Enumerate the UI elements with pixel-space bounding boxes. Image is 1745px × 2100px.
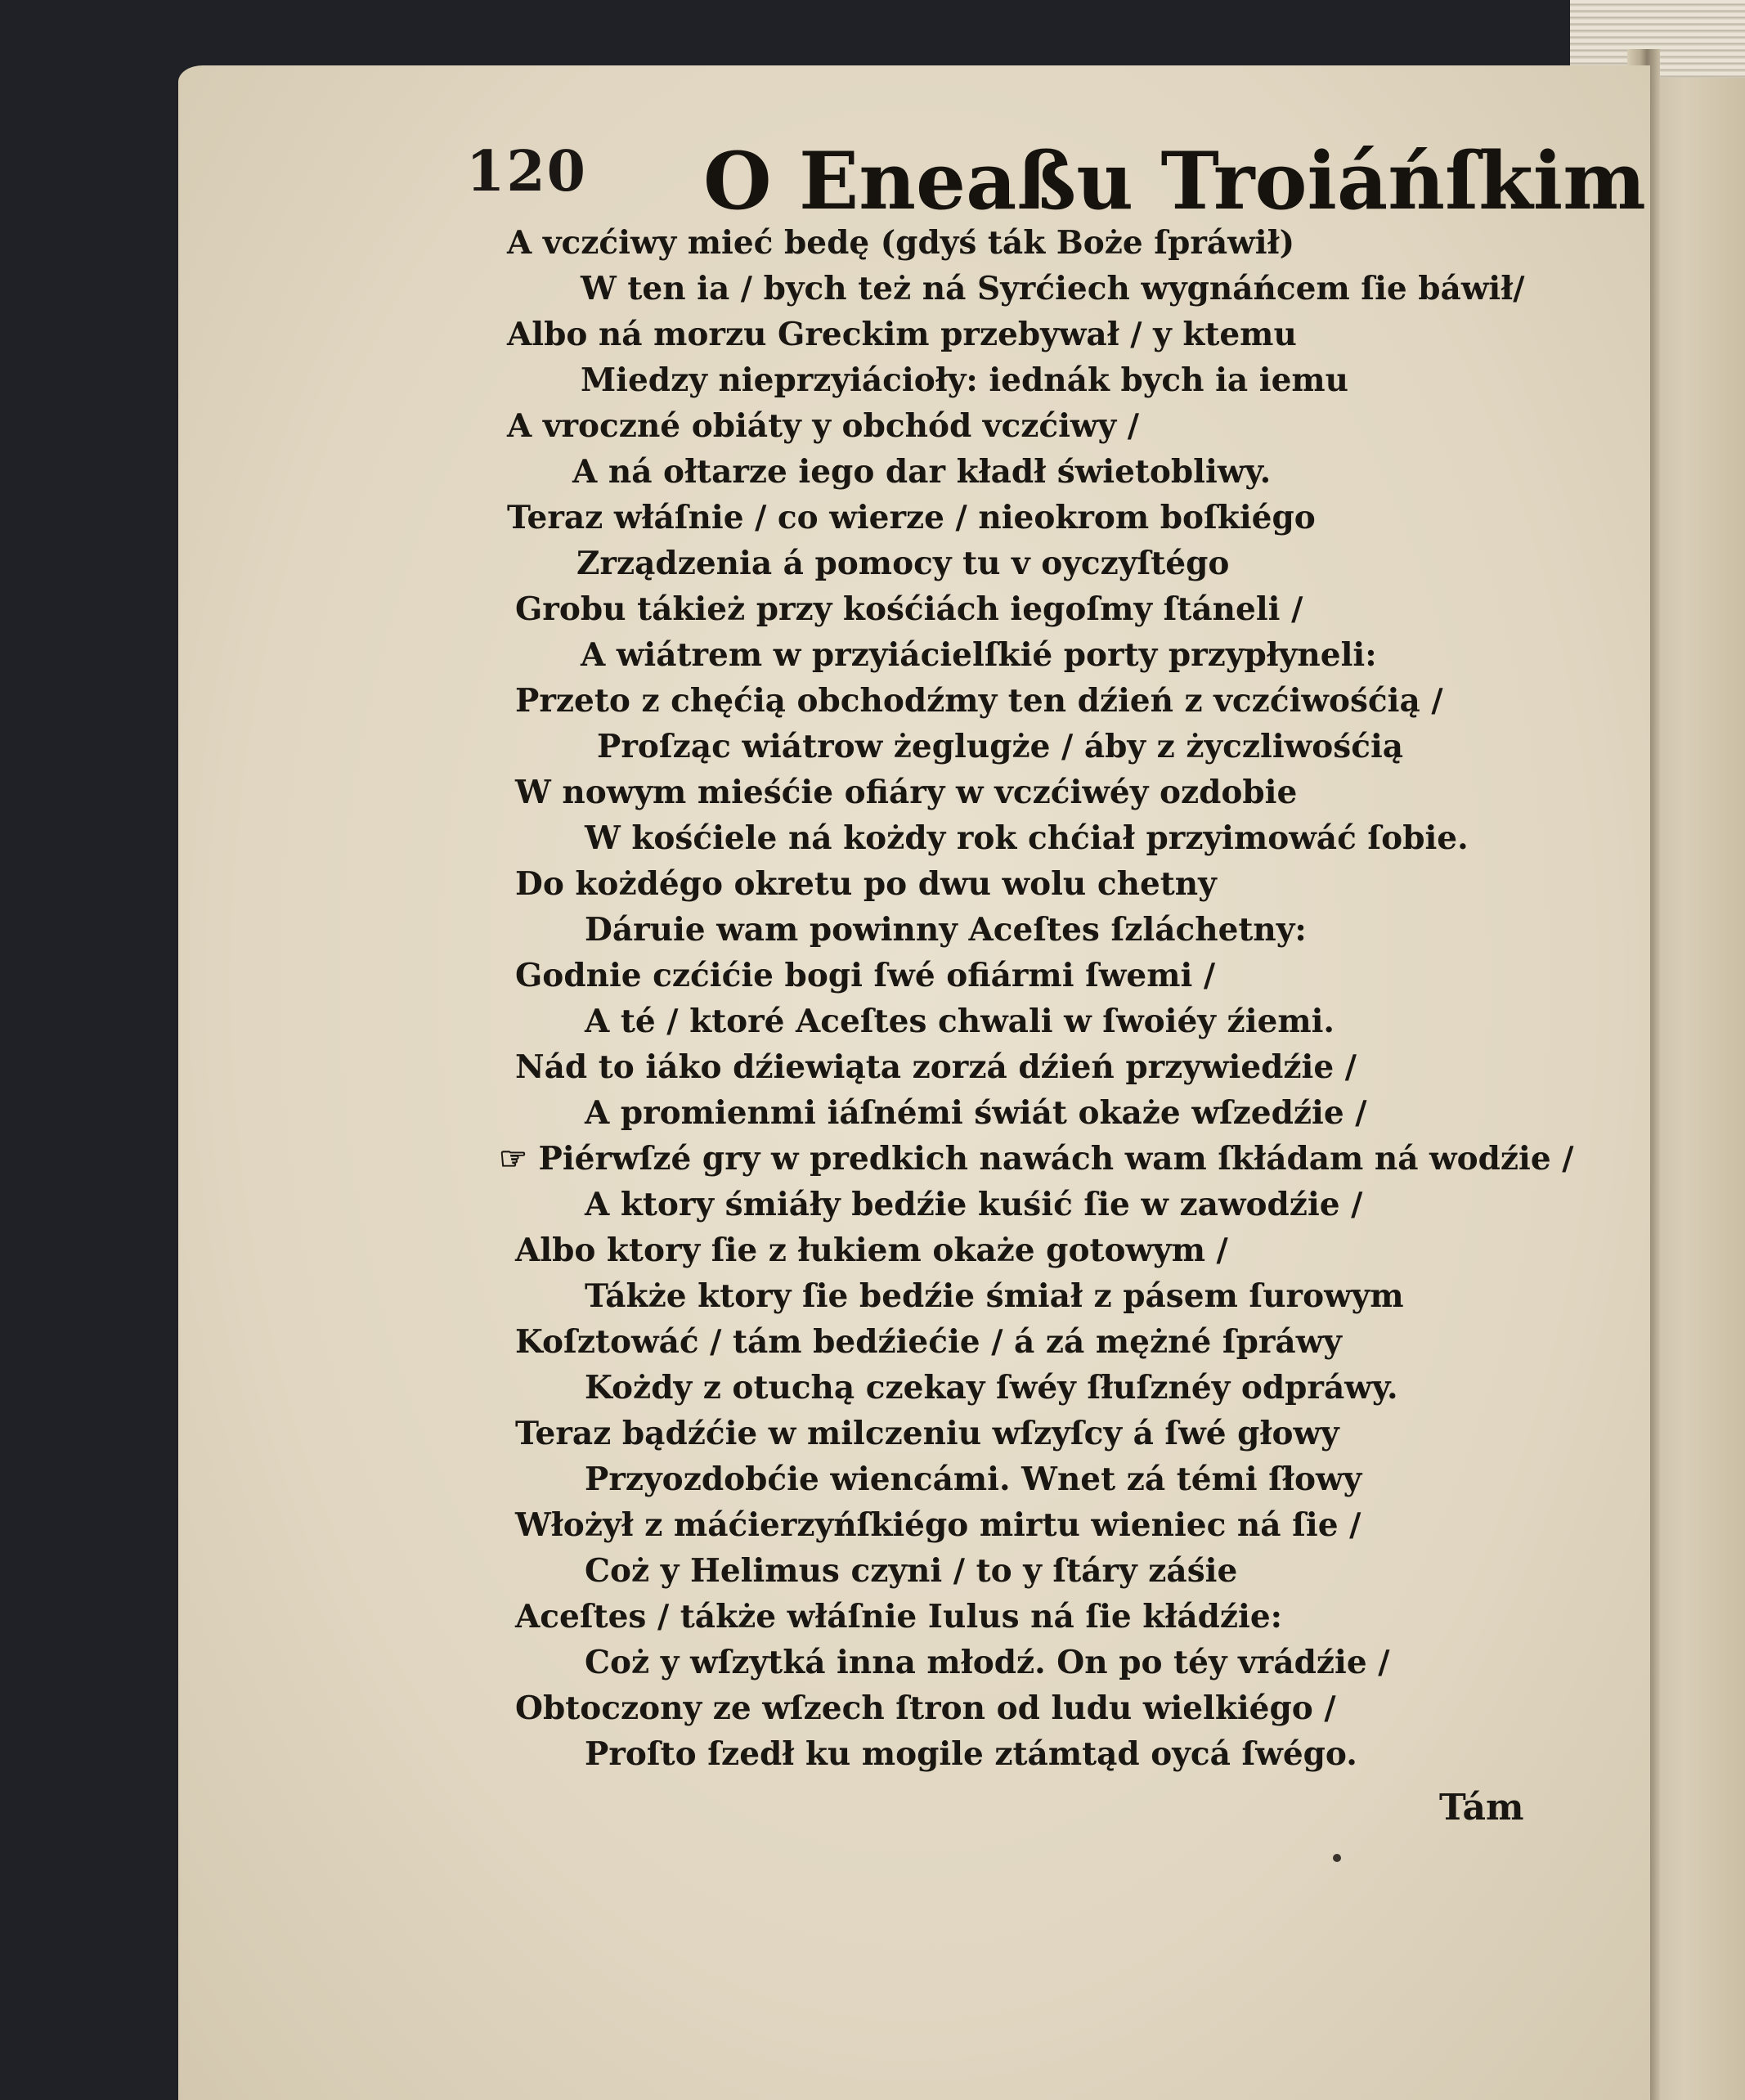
verse-line: Proſząc wiátrow żeglugże / áby z życzliwośćią [597,728,1404,765]
catchword: Tám [1439,1787,1524,1829]
verse-line: Koſztowáć / tám bedźiećie / á zá mężné ſpráwy [515,1323,1342,1361]
verse-line: Proſto ſzedł ku mogile ztámtąd oycá ſwégo. [585,1735,1357,1773]
verse-line: A vczćiwy mieć bedę (gdyś ták Boże ſpráwił) [507,224,1295,262]
verse-line: Włożył z máćierzyńſkiégo mirtu wieniec ná ſie / [515,1506,1361,1544]
verse-line: A promienmi iáſnémi świát okaże wſzedźie / [585,1094,1367,1132]
verse-line: Aceſtes / tákże włáſnie Iulus ná ſie kłádźie: [515,1598,1283,1636]
verse-line: Coż y wſzytká inna młodź. On po téy vrádźie / [585,1644,1390,1681]
verse-line: A ktory śmiáły bedźie kuśić ſie w zawodźie / [585,1186,1363,1223]
verse-line: W nowym mieśćie ofiáry w vczćiwéy ozdobie [515,774,1298,811]
verse-line: Do kożdégo okretu po dwu wolu chetny [515,865,1217,903]
verse-line: A té / ktoré Aceſtes chwali w ſwoiéy źiemi. [585,1003,1335,1040]
verse-line: Grobu tákież przy kośćiách iegoſmy ſtáneli / [515,590,1303,628]
verse-line: Albo ktory ſie z łukiem okaże gotowym / [515,1232,1228,1269]
verse-line: Zrządzenia á pomocy tu v oyczyſtégo [576,545,1230,582]
verse-line: Kożdy z otuchą czekay ſwéy ſłuſznéy odpráwy. [585,1369,1398,1407]
verse-line: Tákże ktory ſie bedźie śmiał z pásem ſurowym [585,1277,1404,1315]
verse-line: Przyozdobćie wiencámi. Wnet zá témi ſłowy [585,1461,1362,1498]
verse-line: W ten ia / bych też ná Syrćiech wygnáńcem ſie báwił/ [581,270,1525,307]
running-head: O Eneaßu Troiáńſkim [703,135,1646,227]
verse-line: Godnie czćićie bogi ſwé ofiármi ſwemi / [515,957,1216,994]
verse-line: Obtoczony ze wſzech ſtron od ludu wielkiégo / [515,1689,1336,1727]
verse-line: Dáruie wam powinny Aceſtes ſzláchetny: [585,911,1307,949]
verse-line: A ná ołtarze iego dar kładł świetobliwy. [572,453,1272,491]
verse-line: Nád to iáko dźiewiąta zorzá dźień przywiedźie / [515,1048,1357,1086]
verse-line: A wiátrem w przyiácielſkié porty przypłyneli: [581,636,1377,674]
verse-line: Coż y Helimus czyni / to y ſtáry záśie [585,1552,1238,1590]
verse-line: A vroczné obiáty y obchód vczćiwy / [507,407,1139,445]
verse-line: Teraz bądźćie w milczeniu wſzyſcy á ſwé głowy [515,1415,1339,1452]
page-number: 120 [466,139,587,204]
verse-line: Miedzy nieprzyiácioły: iednák bych ia iemu [581,361,1349,399]
ink-spot [1333,1854,1341,1862]
verse-line: ☞ Piérwſzé gry w predkich nawách wam ſkłádam ná wodźie / [499,1140,1574,1178]
verse-line: Albo ná morzu Greckim przebywał / y ktemu [507,316,1297,353]
verse-line: W kośćiele ná kożdy rok chćiał przyimowáć ſobie. [585,819,1469,857]
verse-line: Teraz włáſnie / co wierze / nieokrom boſkiégo [507,499,1316,536]
verse-line: Przeto z chęćią obchodźmy ten dźień z vczćiwośćią / [515,682,1443,720]
